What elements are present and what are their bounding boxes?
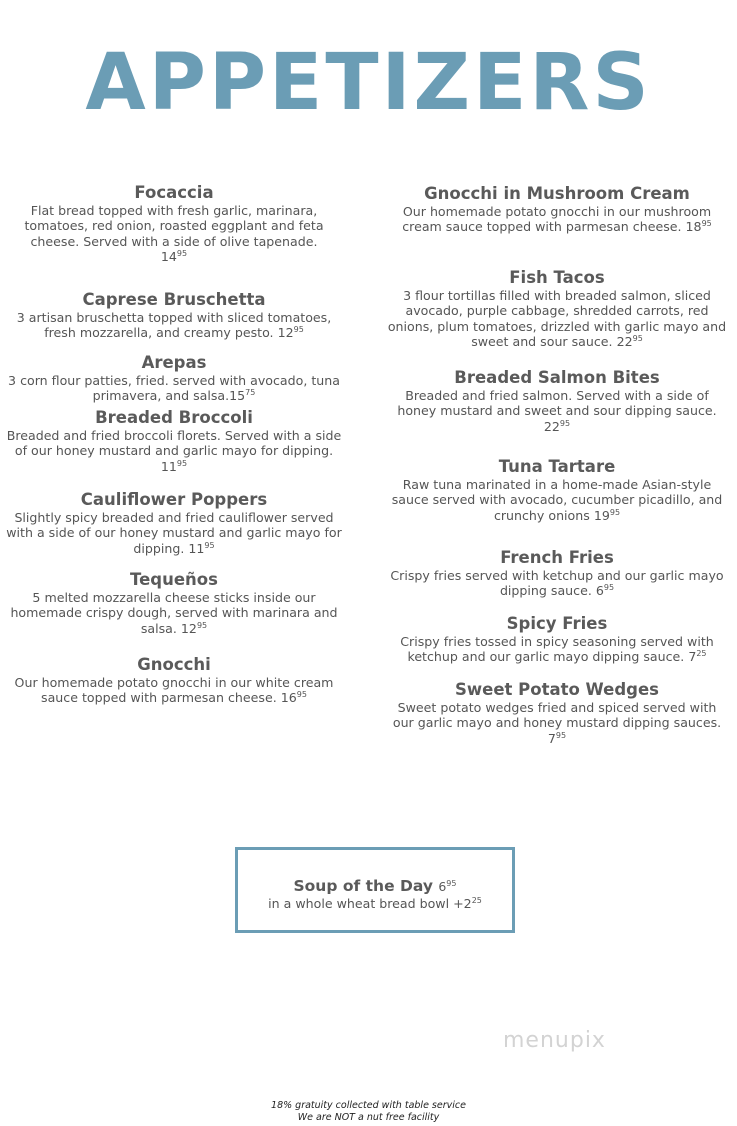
page-title: APPETIZERS: [85, 38, 652, 128]
item-name: Gnocchi in Mushroom Cream: [424, 184, 690, 203]
soup-price: $6^{95}$: [438, 879, 457, 894]
item-price: $11^{95}$: [160, 458, 188, 474]
item-name: Tequeños: [130, 570, 218, 589]
menu-item-french-fries: [386, 548, 728, 599]
menu-item-tequenos: [6, 570, 342, 636]
soup-subtitle: in a whole wheat bread bowl $+2^{25}$: [268, 896, 482, 911]
item-name: Breaded Broccoli: [95, 408, 253, 427]
item-price: $6^{95}$: [595, 583, 615, 599]
item-name: Cauliflower Poppers: [80, 490, 268, 509]
soup-title: Soup of the Day $6^{95}$: [293, 877, 457, 895]
menu-item-focaccia: [6, 183, 342, 265]
menu-item-tuna-tartare: [386, 457, 728, 523]
item-description: Our homemade potato gnocchi in our white cream sauce topped with parmesan cheese. $16^{95}$: [14, 675, 334, 706]
item-name: Focaccia: [134, 183, 214, 202]
item-name: Caprese Bruschetta: [82, 290, 266, 309]
item-price: $11^{95}$: [188, 540, 215, 556]
item-name: Fish Tacos: [509, 268, 605, 287]
menu-item-breaded-salmon-bites: [386, 368, 728, 434]
item-price: $15^{75}$: [229, 388, 256, 404]
menu-item-sweet-potato-wedges: [386, 680, 728, 746]
item-price: $22^{95}$: [616, 334, 643, 350]
soup-of-the-day-box: [235, 847, 515, 933]
item-name: Arepas: [141, 353, 207, 372]
menu-item-fish-tacos: [386, 268, 728, 350]
footer-gratuity: 18% gratuity collected with table service: [271, 1100, 466, 1111]
menu-item-caprese-bruschetta: [6, 290, 342, 341]
item-name: Sweet Potato Wedges: [455, 680, 659, 699]
item-price: $12^{95}$: [277, 325, 304, 341]
item-description: Sweet potato wedges fried and spiced served with our garlic mayo and honey mustard dipping sauces. $7^{95}$: [392, 700, 722, 746]
item-description: Crispy fries served with ketchup and our garlic mayo dipping sauce. $6^{95}$: [390, 568, 724, 599]
item-name: Spicy Fries: [506, 614, 608, 633]
item-price: $7^{95}$: [547, 730, 567, 746]
item-description: Slightly spicy breaded and fried cauliflower served with a side of our honey mustard and garlic mayo for dipping. $11^{95}$: [6, 510, 342, 556]
item-price: $12^{95}$: [180, 620, 208, 636]
menu-item-gnocchi-mushroom-cream: [386, 184, 728, 235]
item-name: Breaded Salmon Bites: [454, 368, 660, 387]
item-description: Crispy fries tossed in spicy seasoning served with ketchup and our garlic mayo dipping sauce. $7^{25}$: [400, 634, 714, 665]
item-price: $16^{95}$: [280, 690, 307, 706]
item-description: 3 flour tortillas filled with breaded salmon, sliced avocado, purple cabbage, shredded carrots, red onions, plum tomatoes, drizzled with garlic mayo and sweet and sour sauce. $22^{95}$: [387, 288, 727, 350]
item-price: $19^{95}$: [593, 507, 621, 523]
item-description: 3 artisan bruschetta topped with sliced tomatoes, fresh mozzarella, and creamy pesto. $12^{95}$: [16, 310, 332, 341]
menu-item-gnocchi: [6, 655, 342, 706]
item-description: 3 corn flour patties, fried. served with avocado, tuna primavera, and $salsa.15^{75}$: [8, 373, 340, 404]
menu-item-spicy-fries: [386, 614, 728, 665]
item-description: Breaded and fried broccoli florets. Served with a side of our honey mustard and garlic mayo for dipping. $11^{95}$: [6, 428, 342, 474]
item-name: Tuna Tartare: [498, 457, 616, 476]
item-price: $18^{95}$: [685, 219, 712, 235]
item-name: French Fries: [500, 548, 614, 567]
item-description: Our homemade potato gnocchi in our mushroom cream sauce topped with parmesan cheese. $18^{95}$: [402, 204, 712, 235]
item-price: $14^{95}$: [160, 249, 188, 265]
watermark-logo: menupix: [503, 1028, 606, 1053]
menu-item-breaded-broccoli: [6, 408, 342, 474]
footer-nut-warning: We are NOT a nut free facility: [297, 1111, 440, 1123]
item-description: Raw tuna marinated in a home-made Asian-style sauce served with avocado, cucumber picadillo, and crunchy onions $19^{95}$: [391, 477, 723, 523]
item-description: 5 melted mozzarella cheese sticks inside our homemade crispy dough, served with marinara and salsa. $12^{95}$: [10, 590, 338, 636]
item-name: Gnocchi: [137, 655, 211, 674]
item-description: Flat bread topped with fresh garlic, marinara, tomatoes, red onion, roasted eggplant and feta cheese. Served with a side of olive tapenade. $14^{95}$: [24, 203, 324, 265]
item-description: Breaded and fried salmon. Served with a side of honey mustard and sweet and sour dipping sauce. $22^{95}$: [397, 388, 717, 434]
footer-notes: [0, 1100, 737, 1123]
menu-item-arepas: [6, 353, 342, 404]
menu-item-cauliflower-poppers: [6, 490, 342, 556]
item-price: $7^{25}$: [688, 649, 707, 665]
item-price: $22^{95}$: [543, 418, 571, 434]
